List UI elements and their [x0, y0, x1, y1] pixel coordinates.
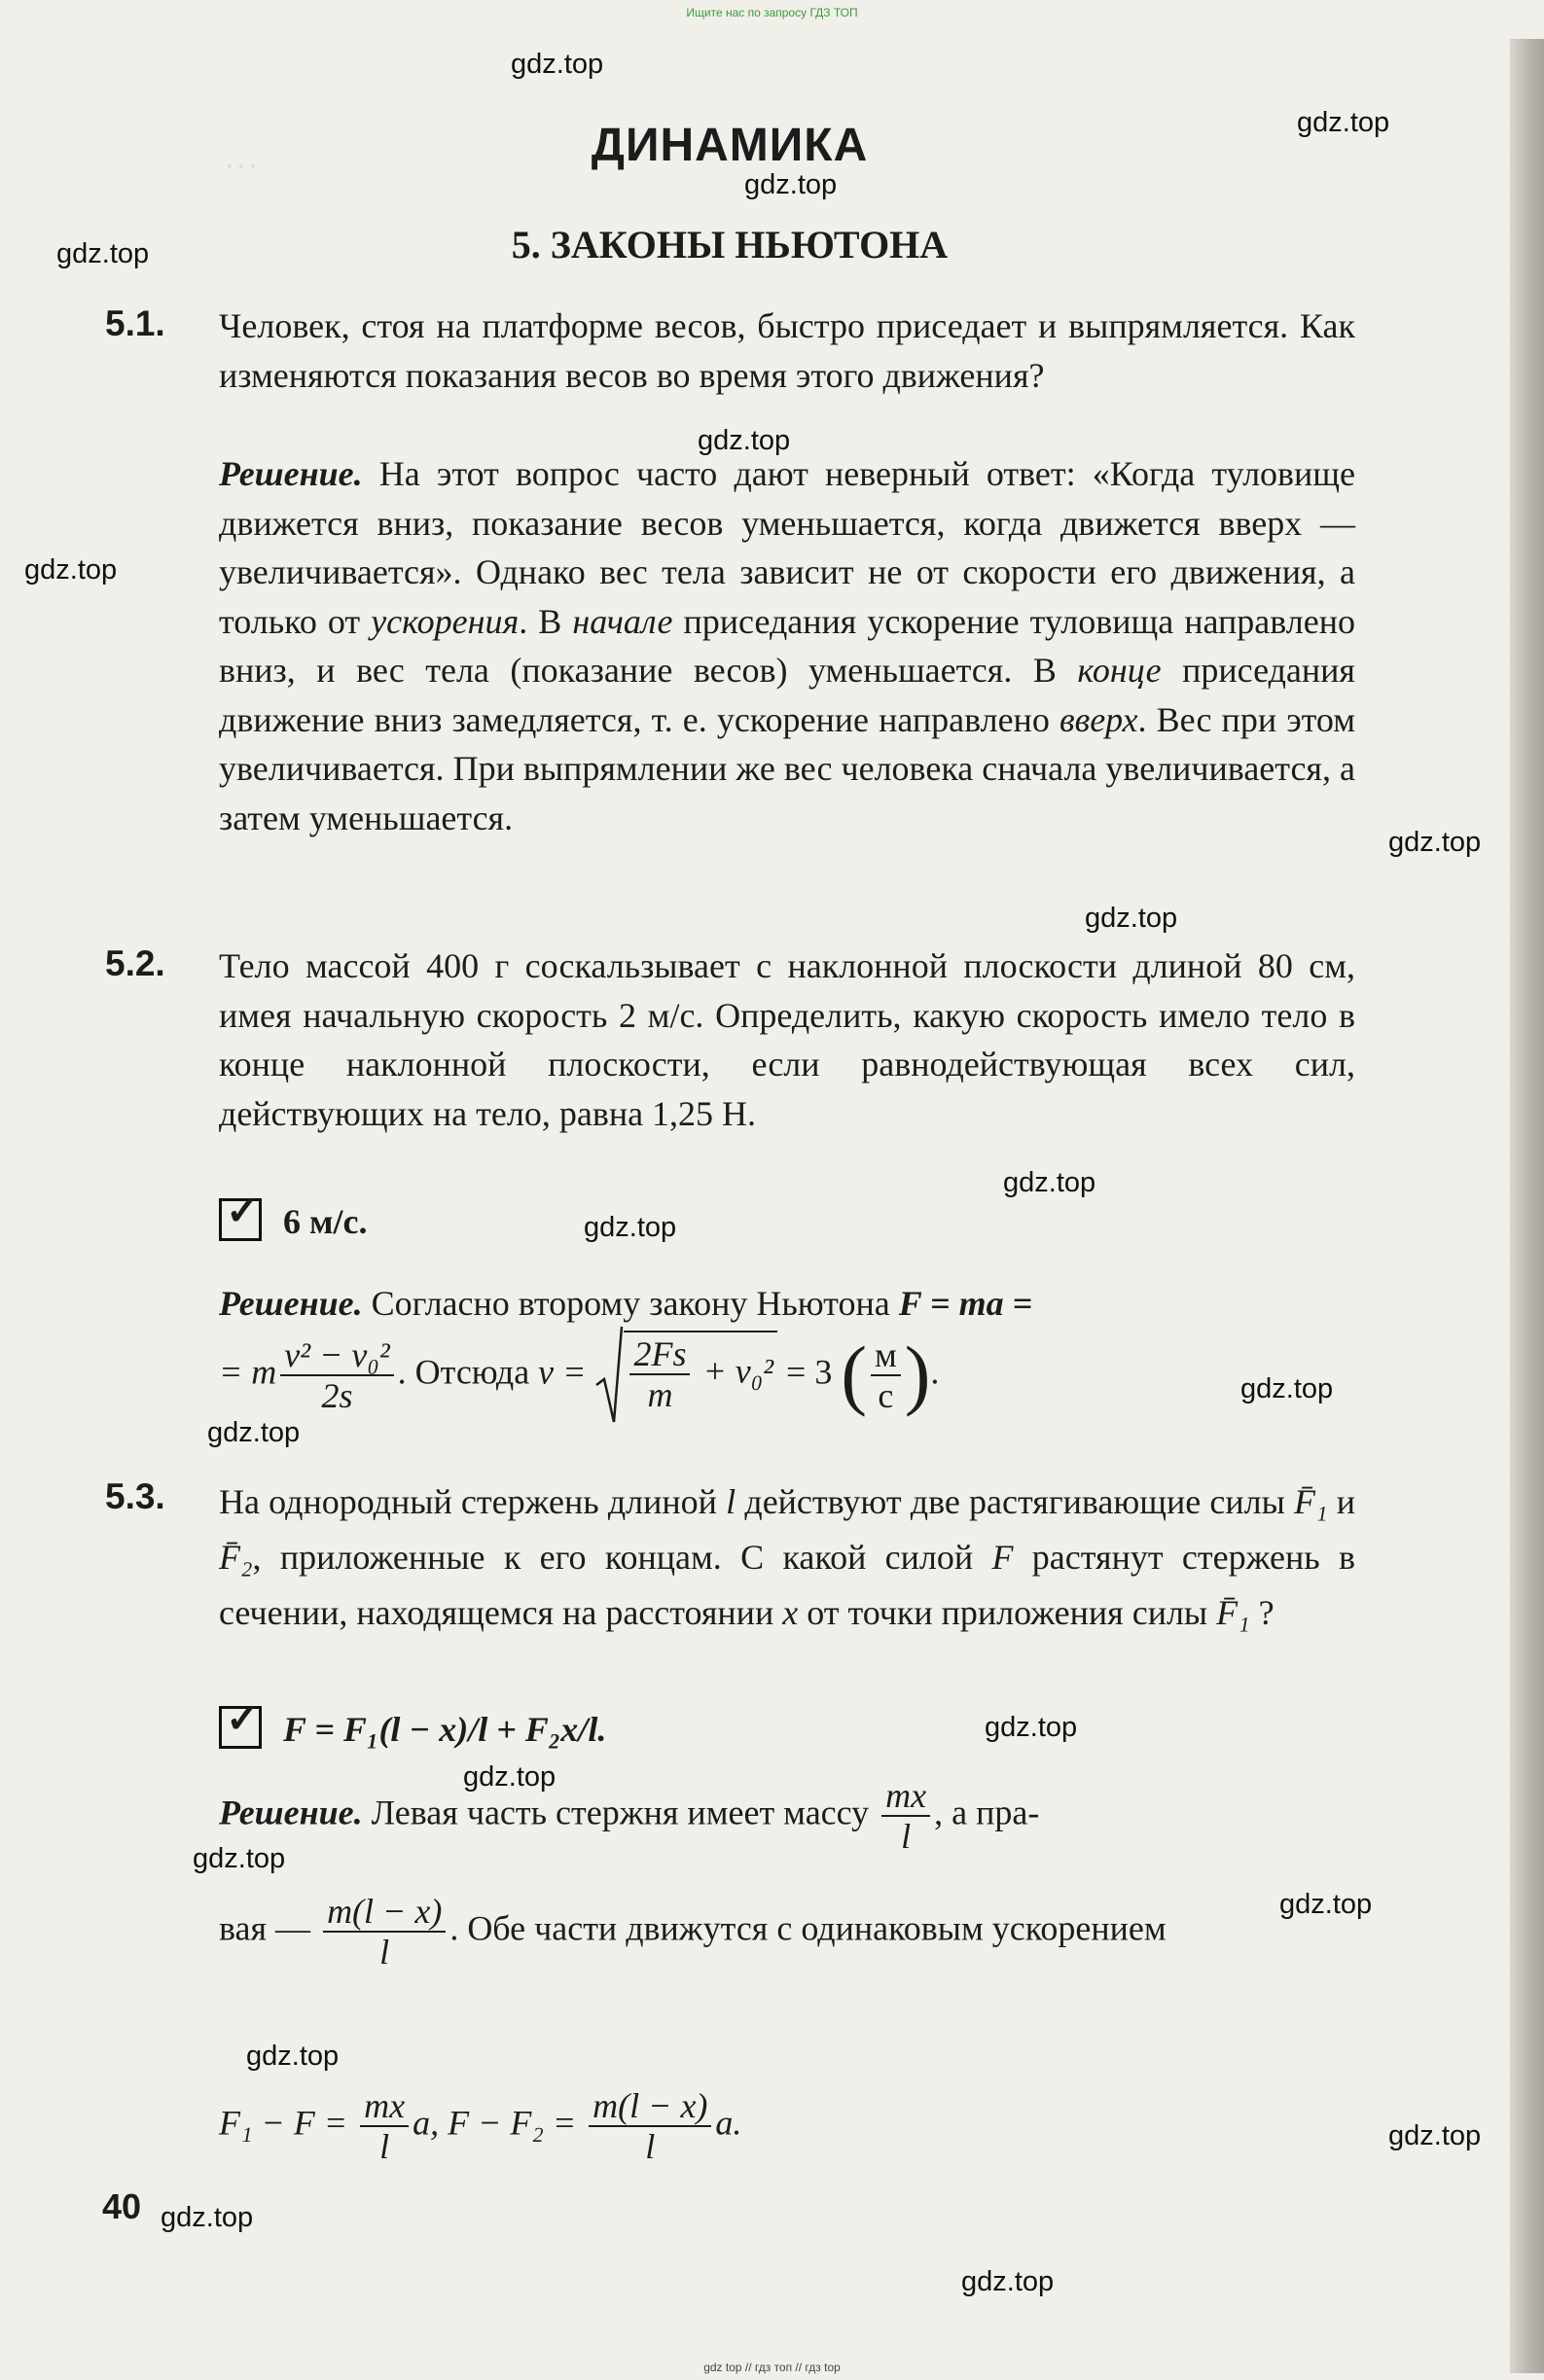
fraction: $\frac{m(l - x)}{l}$ [323, 1892, 446, 1971]
watermark: gdz.top [246, 2041, 340, 2072]
problem-number: 5.1. [105, 303, 165, 343]
watermark: gdz.top [56, 238, 150, 269]
answer-text: 6 м/с. [283, 1202, 368, 1241]
watermark: gdz.top [1240, 1373, 1334, 1404]
watermark: gdz.top [207, 1417, 301, 1448]
solution-text: . В [519, 601, 573, 641]
solution-label: Решение. [219, 1284, 363, 1323]
section-title: 5. ЗАКОНЫ НЬЮТОНА [511, 223, 949, 266]
paren-right: ) [904, 1332, 931, 1418]
watermark: gdz.top [511, 49, 604, 80]
sqrt-body: $\frac{2Fs}{m}$ + v₀² [624, 1331, 777, 1414]
paren-left: ( [841, 1332, 867, 1418]
formula: v = [538, 1352, 587, 1392]
watermark: gdz.top [744, 169, 838, 200]
top-notice[interactable]: Ищите нас по запросу ГДЗ ТОП [686, 6, 858, 19]
problem-question: На однородный стержень длиной l действуют две растягивающие силы F̄₁ и F̄₂, приложенные к его концам. С какой силой F растянут стержень в сечении, находящемся на расстоянии x от точки приложения силы F̄₁ ? [219, 1482, 1355, 1632]
fraction: $\frac{mx}{l}$ [360, 2086, 409, 2166]
page-edge-shadow [1510, 39, 1544, 2373]
fraction: $\frac{2Fs}{m}$ [629, 1334, 690, 1414]
problem-question [219, 302, 1355, 400]
watermark: gdz.top [1388, 2120, 1482, 2151]
question-text: Человек, стоя на платформе весов, быстро приседает и выпрямляется. Как изменяются показания весов во время этого движения? [219, 306, 1355, 395]
watermark: gdz.top [698, 425, 791, 456]
watermark: gdz.top [24, 554, 118, 586]
solution-text: приседания движение вниз замедляется, т. е. ускорение направлено [219, 651, 1355, 739]
scanned-page: … Ищите нас по запросу ГДЗ ТОП ДИНАМИКА 5. ЗАКОНЫ НЬЮТОНА 5.1. Человек, стоя на платформе весов, быстро приседает и выпрямляется. Как изменяются показания весов во время этого движения? Решение. На этот вопрос часто дают неверный ответ: «Когда туловище движется вниз, показание весов уменьшается, когда движется вверх — увеличивается». Однако вес тела зависит не от скорости его движения, а только от ускорения. В начале приседания ускорение туловища направлено вниз, и вес тела (показание весов) уменьшается. В конце приседания движение вниз замедляется, т. е. ускорение направлено вверх. Вес при этом увеличивается. При выпрямлении же вес человека сначала увеличивается, а затем уменьшается. 5.2. Тело массой 400 г соскальзывает с наклонной плоскости длиной 80 см, имея начальную скорость 2 м/с. Определить, какую скорость имело тело в конце наклонной плоскости, если равнодействующая всех сил, действующих на тело, равна 1,25 Н. ✓ 6 м/с. Решение. Согласно второму закону Ньютона F = ma = = m $\frac{\text{v² − v₀²}}{2s}$ . Отсюда v = $\frac{2Fs}{m}$ + v₀² = 3 ( $\frac{м}{с}$ ). 5.3. На однородный стержень длиной l действуют две растягивающие силы F̄₁ и F̄₂, приложенные к его концам. С какой силой F растянут стержень в сечении, находящемся на расстоянии x от точки приложения силы F̄₁ ? ✓ F = F₁(l − x)/l + F₂x/l. Решение. Левая часть стержня имеет массу $\frac{mx}{l}$ , а пра- вая — $\frac{m(l - x)}{l}$ . Обе части движутся с одинаковым ускорением F₁ − F = $\frac{mx}{l}$ a, F − F₂ = $\frac{m(l - x)}{l}$ a. 40 gdz.top gdz.top gdz.top gdz.top gdz.top gdz.top gdz.top gdz.top gdz.top gdz.top gdz.top gdz.top gdz.top gdz.top gdz.top gdz.top gdz.top gdz.top gdz.top gdz.top gdz top // гдз топ // гдз top [0, 0, 1544, 2380]
watermark: gdz.top [1279, 1889, 1373, 1920]
problem-solution [219, 1279, 1355, 1329]
emphasis: конце [1077, 651, 1162, 690]
problem-number: 5.2. [105, 943, 165, 983]
emphasis: вверх [1059, 699, 1138, 739]
formula: F = ma = [898, 1284, 1033, 1323]
answer [219, 1697, 607, 1750]
fraction: $\frac{mx}{l}$ [881, 1776, 930, 1856]
solution-text: Согласно второму закону Ньютона [362, 1284, 899, 1323]
watermark: gdz.top [1388, 827, 1482, 858]
watermark: gdz.top [985, 1712, 1078, 1743]
formula: = 3 [777, 1352, 833, 1392]
checkbox-icon: ✓ [219, 1198, 262, 1241]
checkbox-icon: ✓ [219, 1706, 262, 1749]
emphasis: начале [572, 601, 673, 641]
fraction: $\frac{m(l - x)}{l}$ [589, 2086, 711, 2166]
watermark: gdz.top [161, 2202, 254, 2233]
problem-question [219, 941, 1355, 1138]
formula-text: . Отсюда [397, 1352, 539, 1392]
solution-line: Решение. Левая часть стержня имеет массу $\frac{mx}{l}$ , а пра- [219, 1776, 1040, 1856]
page-number: 40 [102, 2186, 142, 2226]
problem-solution [219, 449, 1355, 842]
footer-links[interactable]: gdz top // гдз топ // гдз top [703, 2361, 841, 2374]
chapter-title: ДИНАМИКА [591, 120, 869, 171]
solution-label: Решение. [219, 454, 363, 493]
watermark: gdz.top [193, 1843, 286, 1874]
equations-line: F₁ − F = $\frac{mx}{l}$ a, F − F₂ = $\frac{m(l - x)}{l}$ a. [219, 2086, 742, 2166]
fraction: $\frac{\text{v² − v₀²}}{2s}$ [280, 1335, 393, 1415]
solution-text: . Вес при этом увеличивается. При выпрямлении же вес человека сначала увеличивается, а затем уменьшается. [219, 699, 1356, 837]
solution-text: На этот вопрос часто дают неверный ответ: «Когда туловище движется вниз, показание весов уменьшается, когда движется вверх — увеличивается». Однако вес тела зависит не от скорости его движения, а только от [219, 454, 1355, 641]
watermark: gdz.top [463, 1761, 557, 1793]
emphasis: ускорения [371, 601, 520, 641]
watermark: gdz.top [961, 2266, 1055, 2297]
solution-line: вая — $\frac{m(l - x)}{l}$ . Обе части движутся с одинаковым ускорением [219, 1892, 1167, 1971]
solution-text: приседания ускорение туловища направлено вниз, и вес тела (показание весов) уменьшается. В [219, 601, 1355, 690]
problem-number: 5.3. [105, 1476, 165, 1516]
formula-line: = m $\frac{\text{v² − v₀²}}{2s}$ . Отсюда v = $\frac{2Fs}{m}$ + v₀² = 3 ( $\frac{м}{с}$ ). [219, 1325, 939, 1426]
solution-label: Решение. [219, 1793, 363, 1832]
watermark: gdz.top [1085, 903, 1178, 934]
unit-fraction: $\frac{м}{с}$ [871, 1335, 901, 1415]
answer [219, 1190, 368, 1242]
watermark: gdz.top [1003, 1167, 1096, 1198]
question-text: Тело массой 400 г соскальзывает с наклонной плоскости длиной 80 см, имея начальную скорость 2 м/с. Определить, какую скорость имело тело в конце наклонной плоскости, если равнодействующая всех сил, действующих на тело, равна 1,25 Н. [219, 946, 1355, 1133]
watermark: gdz.top [584, 1212, 677, 1243]
formula: = m [219, 1352, 277, 1392]
answer-text: F = F₁(l − x)/l + F₂x/l. [283, 1710, 607, 1749]
sqrt-sign [594, 1325, 624, 1426]
watermark: gdz.top [1297, 107, 1390, 138]
